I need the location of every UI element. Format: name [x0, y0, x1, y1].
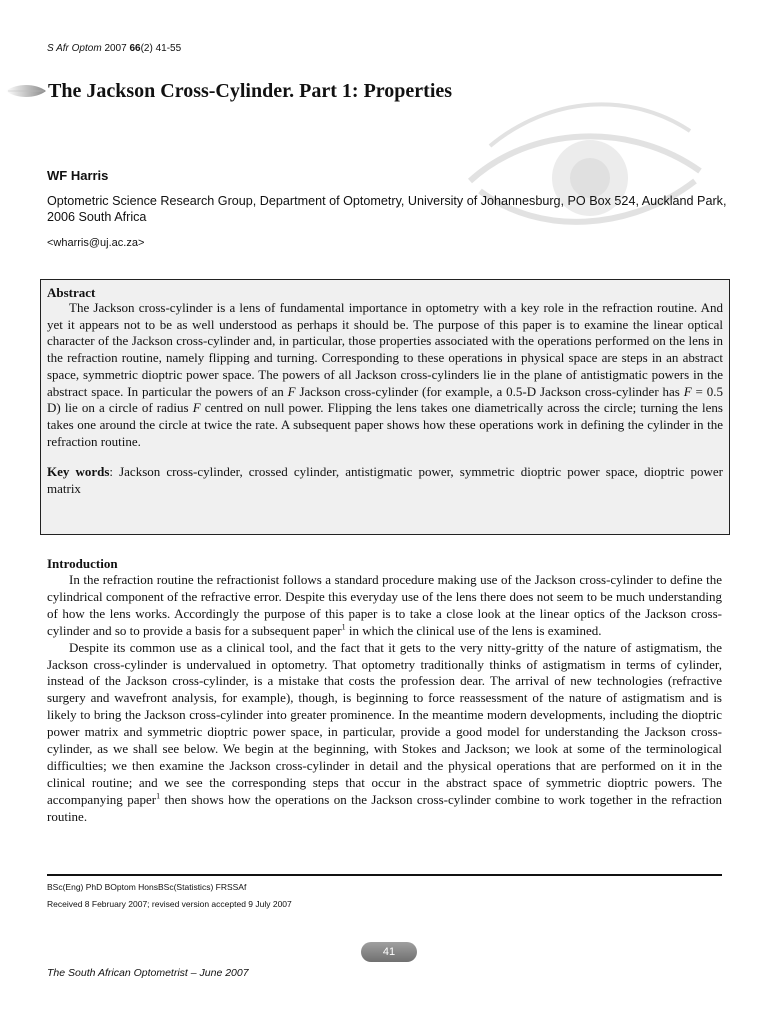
page-number: 41 [361, 942, 417, 962]
author-degrees: BSc(Eng) PhD BOptom HonsBSc(Statistics) FRSSAf [47, 882, 247, 892]
abstract-text: The Jackson cross-cylinder is a lens of fundamental importance in optometry with a key role in the refraction routine. And yet it appears not to be as well understood as perhaps it should be. The purpose of this paper is to examine the linear optical character of the Jackson cross-cylinder and, in particular, those properties associated with the operations performed on the lens in the refraction routine, namely flipping and turning. Corresponding to these operations in physical space are steps in an abstract space, symmetric dioptric power space. The powers of all Jackson cross-cylinders lie in the plane of antistigmatic powers in the abstract space. In particular the powers of an F Jackson cross-cylinder (for example, a 0.5-D Jackson cross-cylinder has F = 0.5 D) lie on a circle of radius F centred on null power. Flipping the lens takes one diametrically across the circle; turning the lens takes one around the circle at twice the rate. A subsequent paper shows how these operations work in defining the cylinder in the refraction routine. [47, 300, 724, 449]
received-dates: Received 8 February 2007; revised version accepted 9 July 2007 [47, 899, 292, 909]
abstract-heading: Abstract [47, 285, 96, 300]
leaf-ornament-icon [6, 82, 46, 100]
author-name: WF Harris [47, 168, 109, 183]
keywords: Key words: Jackson cross-cylinder, crossed cylinder, antistigmatic power, symmetric dioptric power space, dioptric power matrix [47, 464, 723, 497]
affiliation: Optometric Science Research Group, Department of Optometry, University of Johannesburg, PO Box 524, Auckland Park, 2006 South Africa [47, 194, 727, 224]
keywords-label: Key words [47, 464, 110, 480]
volume: 66 [129, 43, 141, 54]
journal-footer: The South African Optometrist – June 2007 [47, 967, 249, 979]
journal-abbrev: S Afr Optom [47, 43, 102, 54]
email-link[interactable]: <wharris@uj.ac.za> [47, 237, 145, 249]
citation-header [47, 43, 181, 54]
footnote-divider [47, 874, 722, 876]
year: 2007 [104, 43, 127, 54]
reference-1[interactable]: 1 [156, 791, 161, 801]
paper-title: The Jackson Cross-Cylinder. Part 1: Properties [48, 80, 453, 102]
introduction-heading: Introduction [47, 556, 118, 571]
introduction-body [47, 572, 722, 826]
abstract-box [40, 279, 730, 535]
intro-paragraph-2: Despite its common use as a clinical tool, and the fact that it gets to the very nitty-gritty of the nature of astigmatism, the Jackson cross-cylinder is undervalued in optometry. That optometry traditionally thinks of astigmatism in terms of cylinder, instead of the Jackson cross-cylinder, is a mistake that costs the profession dear. The arrival of new technologies (refractive surgery and wavefront analysis, for example), though, is beginning to force reassessment of the nature of astigmatism and is likely to bring the Jackson cross-cylinder into greater prominence. In the meantime modern developments, including the dioptric power matrix and symmetric dioptric power space, in particular, provide a good model for understanding the Jackson cross-cylinder, as we shall see below. We begin at the beginning, with Stokes and Jackson; we look at some of the terminological difficulties; we then examine the Jackson cross-cylinder in detail and the physical operations that are performed on it in the clinical routine; and we see the corresponding steps that occur in the abstract space of symmetric dioptric powers. The accompanying paper$^1$ then shows how the operations on the Jackson cross-cylinder combine to work together in the refraction routine. [47, 639, 722, 824]
intro-paragraph-1: In the refraction routine the refractionist follows a standard procedure making use of the Jackson cross-cylinder to define the cylindrical component of the refractive error. Despite this everyday use of the lens there does not seem to be much understanding of how the lens works. Accordingly the purpose of this paper is to take a close look at the linear optics of the Jackson cross-cylinder and so to provide a basis for a subsequent paper$^1$ in which the clinical use of the lens is examined. [47, 572, 722, 638]
issue-pages: (2) 41-55 [140, 43, 182, 54]
reference-1[interactable]: 1 [341, 622, 346, 632]
